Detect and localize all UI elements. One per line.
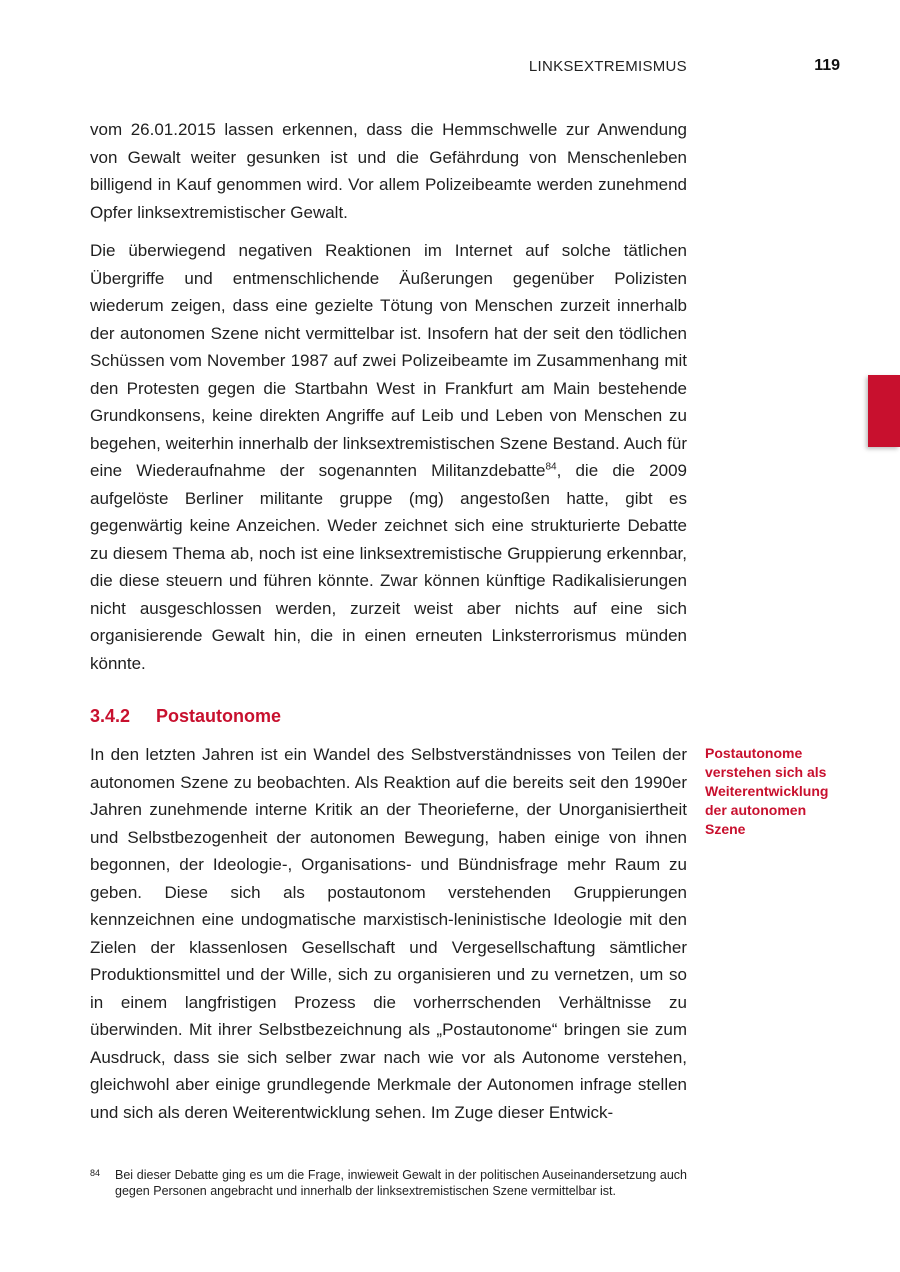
section-heading (90, 706, 687, 727)
page-number: 119 (814, 57, 840, 74)
footnote (90, 1168, 687, 1199)
paragraph-3-text: In den letzten Jahren ist ein Wandel des Selbstverständnisses von Teilen der autonomen Szene zu beobachten. Als Reaktion auf die bereits seit den 1990er Jahren zunehmende interne Kritik an der Theorieferne, der Unorganisiertheit und Selbstbezogenheit der autonomen Bewegung, haben einige von ihnen begonnen, der Ideologie-, Organisations- und Bündnisfrage mehr Raum zu geben. Diese sich als postautonom verstehenden Gruppierungen kennzeichnen eine undogmatische marxistisch-leninistische Ideologie mit den Zielen der klassenlosen Gesellschaft und Vergesellschaftung sämtlicher Produktionsmittel und der Wille, sich zu organisieren und zu vernetzen, um so in einem langfristigen Prozess die vorherrschenden Verhältnisse zu überwinden. Mit ihrer Selbstbezeichnung als „Postautonome“ bringen sie zum Ausdruck, dass sie sich selber zwar nach wie vor als Autonome verstehen, gleichwohl aber einige grundlegende Merkmale der Autonomen infrage stellen und sich als deren Weiterentwicklung sehen. Im Zuge dieser Entwick- (90, 745, 687, 1122)
running-header-title: LINKSEXTREMISMUS (528, 58, 687, 75)
chapter-tab-marker (868, 375, 900, 447)
paragraph-3 (90, 741, 687, 1126)
paragraph-2-text-after: , die die 2009 aufgelöste Berliner militante gruppe (mg) angestoßen hatte, gibt es gegenwärtig keine Anzeichen. Weder zeichnet sich eine strukturierte Debatte zu diesem Thema ab, noch ist eine linksextremistische Gruppierung erkennbar, die diese steuern und führen könnte. Zwar können künftige Radikalisierungen nicht ausgeschlossen werden, zurzeit weist aber nichts auf eine sich organisierende Gewalt hin, die in einen erneuten Linksterrorismus münden könnte. (90, 461, 687, 673)
section-title: Postautonome (156, 706, 282, 726)
section-number: 3.4.2 (90, 706, 131, 726)
paragraph-2 (90, 237, 687, 677)
paragraph-2-text-before: Die überwiegend negativen Reaktionen im Internet auf solche tätlichen Übergriffe und entmenschlichende Äußerungen gegenüber Polizisten wiederum zeigen, dass eine gezielte Tötung von Menschen zurzeit innerhalb der autonomen Szene nicht vermittelbar ist. Insofern hat der seit den tödlichen Schüssen vom November 1987 auf zwei Polizeibeamte im Zusammenhang mit den Protesten gegen die Startbahn West in Frankfurt am Main bestehende Grundkonsens, keine direkten Angriffe auf Leib und Leben von Menschen zu begehen, weiterhin innerhalb der linksextremistischen Szene Bestand. Auch für eine Wiederaufnahme der sogenannten Militanzdebatte (90, 241, 687, 480)
footnote-reference[interactable]: 84 (545, 461, 557, 473)
footnote-number: 84 (90, 1168, 101, 1178)
paragraph-1 (90, 116, 687, 226)
paragraph-1-text: vom 26.01.2015 lassen erkennen, dass die Hemmschwelle zur Anwendung von Gewalt weiter gesunken ist und die Gefährdung von Menschenleben billigend in Kauf genommen wird. Vor allem Polizeibeamte werden zunehmend Opfer linksextremistischer Gewalt. (90, 120, 687, 222)
margin-note: Postautonome verstehen sich als Weiterentwicklung der autonomen Szene (705, 745, 829, 837)
footnote-text: Bei dieser Debatte ging es um die Frage, inwieweit Gewalt in der politischen Auseinandersetzung auch gegen Personen angebracht und innerhalb der linksextremistischen Szene vermittelbar ist. (115, 1168, 687, 1198)
